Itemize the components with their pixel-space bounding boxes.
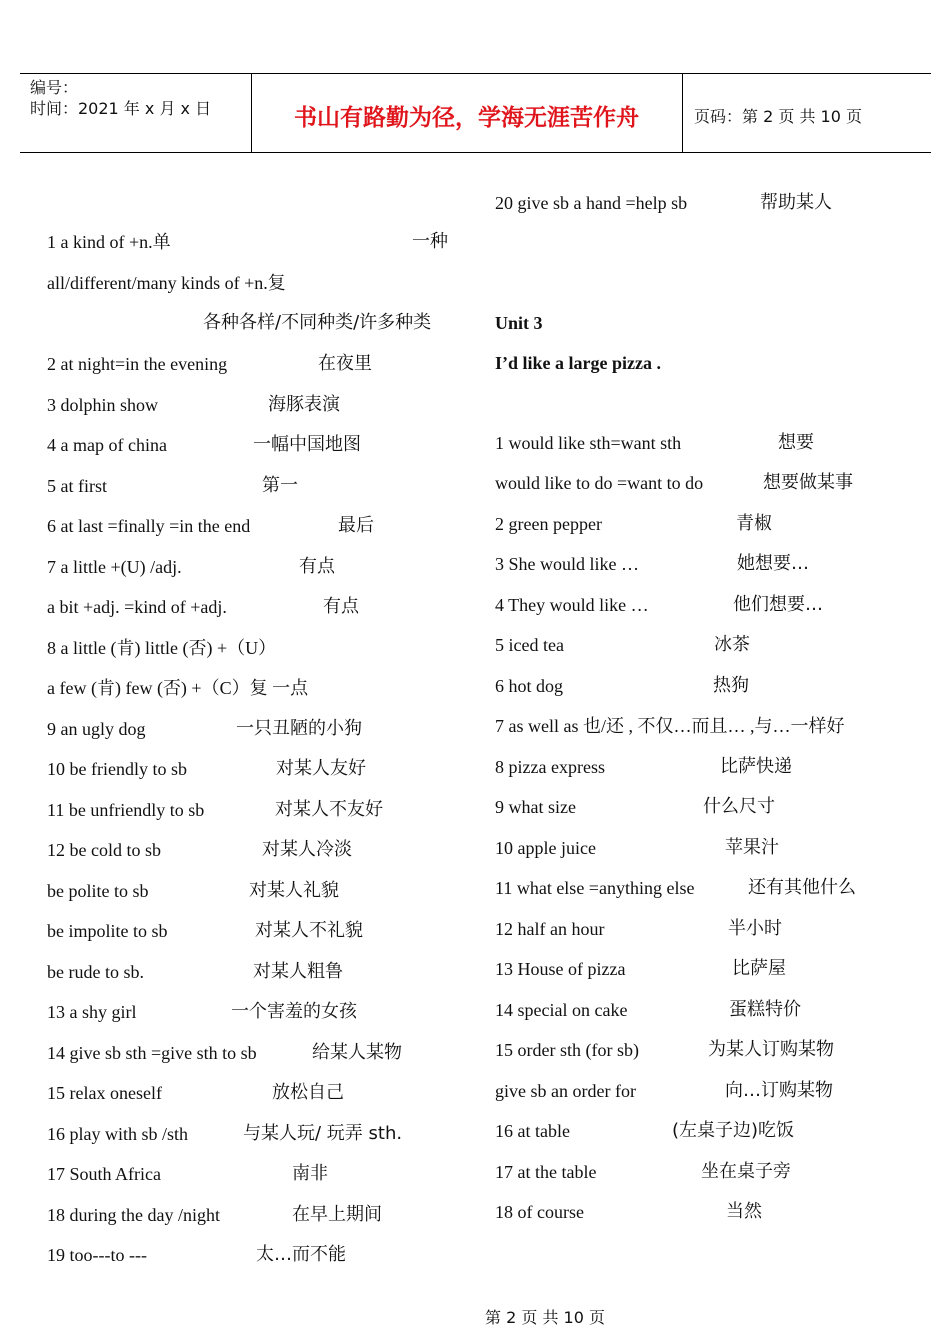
vocab-en: 9 what size [495,797,576,817]
vocab-en: 14 special on cake [495,1000,628,1020]
vocab-zh: 一只丑陋的小狗 [236,718,362,739]
vocab-zh: 想要 [778,432,814,453]
vocab-en: 3 dolphin show [47,395,159,415]
vocab-en: 12 be cold to sb [47,840,161,860]
vocab-zh: 各种各样/不同种类/许多种类 [203,312,432,333]
vocab-en: 10 be friendly to sb [47,759,187,779]
vocab-en: 2 green pepper [495,514,602,534]
vocab-en: a bit +adj. =kind of +adj. [47,597,227,617]
vocab-zh: 青椒 [736,513,772,534]
vocab-zh: 放松自己 [272,1082,344,1103]
vocab-zh: 给某人某物 [312,1042,402,1063]
vocab-zh: 一个害羞的女孩 [231,1001,357,1022]
vocab-zh: (左桌子边)吃饭 [672,1120,795,1141]
vocab-zh: 对某人不友好 [275,799,383,820]
vocab-en: 16 play with sb /sth [47,1124,189,1144]
time-label: 时间：2021 年 x 月 x 日 [30,99,212,118]
vocab-zh: 一种 [412,231,448,252]
vocab-zh: 苹果汁 [725,837,779,858]
vocab-en: 13 a shy girl [47,1002,137,1022]
vocab-zh: 想要做某事 [763,472,853,493]
vocab-en: 9 an ugly dog [47,719,146,739]
vocab-en: 5 iced tea [495,635,564,655]
page-code: 页码：第 2 页 共 10 页 [694,107,862,126]
vocab-en: 4 They would like … [495,595,649,615]
vocab-zh: 最后 [338,515,374,536]
vocab-zh: 有点 [299,556,335,577]
vocab-zh: 在早上期间 [292,1204,382,1225]
vocab-en: be impolite to sb [47,921,168,941]
vocab-zh: 在夜里 [318,353,372,374]
vocab-en: be rude to sb. [47,962,144,982]
vocab-en: 16 at table [495,1121,570,1141]
header-motto-cell [251,74,683,152]
vocab-zh: 太…而不能 [256,1244,346,1265]
header-page-cell [682,74,931,152]
vocab-en: 6 hot dog [495,676,564,696]
vocab-zh: 他们想要… [733,594,823,615]
vocab-en: 10 apple juice [495,838,596,858]
vocab-zh: 什么尺寸 [703,796,775,817]
vocab-en: give sb an order for [495,1081,636,1101]
vocab-zh: 对某人冷淡 [262,839,352,860]
vocab-zh: 第一 [262,475,298,496]
vocab-en: 1 a kind of +n.单 [47,232,171,252]
vocab-en: 20 give sb a hand =help sb [495,193,688,213]
vocab-zh: 半小时 [728,918,782,939]
vocab-zh: 一幅中国地图 [253,434,361,455]
vocab-en: 17 South Africa [47,1164,161,1184]
vocab-en: 7 as well as 也/还 , 不仅…而且… ,与…一样好 [495,716,845,736]
vocab-zh: 对某人粗鲁 [253,961,343,982]
vocab-en: would like to do =want to do [495,473,704,493]
vocab-en: 8 pizza express [495,757,605,777]
vocab-zh: 对某人不礼貌 [255,920,363,941]
vocab-en: 2 at night=in the evening [47,354,228,374]
vocab-zh: 为某人订购某物 [708,1039,834,1060]
unit-title: I’d like a large pizza . [495,353,661,373]
vocab-en: 3 She would like … [495,554,639,574]
vocab-en: 5 at first [47,476,107,496]
vocab-zh: 比萨快递 [720,756,792,777]
vocab-zh: 她想要… [737,553,809,574]
vocab-zh: 还有其他什么 [748,877,856,898]
vocab-en: 8 a little (肯) little (否) +（U） [47,638,277,658]
vocab-zh: 海豚表演 [268,394,340,415]
vocab-en: all/different/many kinds of +n.复 [47,273,286,293]
vocab-en: 13 House of pizza [495,959,626,979]
vocab-en: 11 what else =anything else [495,878,695,898]
vocab-en: 12 half an hour [495,919,605,939]
vocab-zh: 蛋糕特价 [729,999,801,1020]
vocab-zh: 向…订购某物 [725,1080,833,1101]
vocab-en: 18 during the day /night [47,1205,220,1225]
vocab-zh: 冰茶 [714,634,750,655]
vocab-zh: 坐在桌子旁 [701,1161,791,1182]
page-footer: 第 2 页 共 10 页 [485,1308,605,1327]
vocab-en: 14 give sb sth =give sth to sb [47,1043,257,1063]
header-meta-cell [20,74,252,152]
vocab-en: 19 too---to --- [47,1245,147,1265]
vocab-zh: 对某人友好 [276,758,366,779]
number-label: 编号： [30,78,79,97]
vocab-en: 1 would like sth=want sth [495,433,682,453]
vocab-zh: 与某人玩/ 玩弄 sth. [243,1123,403,1144]
vocab-en: 15 relax oneself [47,1083,162,1103]
vocab-en: 11 be unfriendly to sb [47,800,205,820]
header-table [20,73,931,153]
vocab-zh: 对某人礼貌 [249,880,339,901]
vocab-zh: 有点 [323,596,359,617]
vocab-zh: 南非 [292,1163,328,1184]
motto: 书山有路勤为径，学海无涯苦作舟 [294,105,639,131]
vocab-en: be polite to sb [47,881,149,901]
vocab-en: 6 at last =finally =in the end [47,516,251,536]
vocab-zh: 帮助某人 [760,192,832,213]
vocab-zh: 热狗 [713,675,749,696]
vocab-en: a few (肯) few (否) +（C）复 一点 [47,678,309,698]
vocab-zh: 当然 [726,1201,762,1222]
vocab-en: 17 at the table [495,1162,597,1182]
vocab-en: 4 a map of china [47,435,167,455]
vocab-en: 15 order sth (for sb) [495,1040,639,1060]
vocab-en: 7 a little +(U) /adj. [47,557,182,577]
unit-heading: Unit 3 [495,313,543,333]
vocab-en: 18 of course [495,1202,584,1222]
vocab-zh: 比萨屋 [732,958,786,979]
